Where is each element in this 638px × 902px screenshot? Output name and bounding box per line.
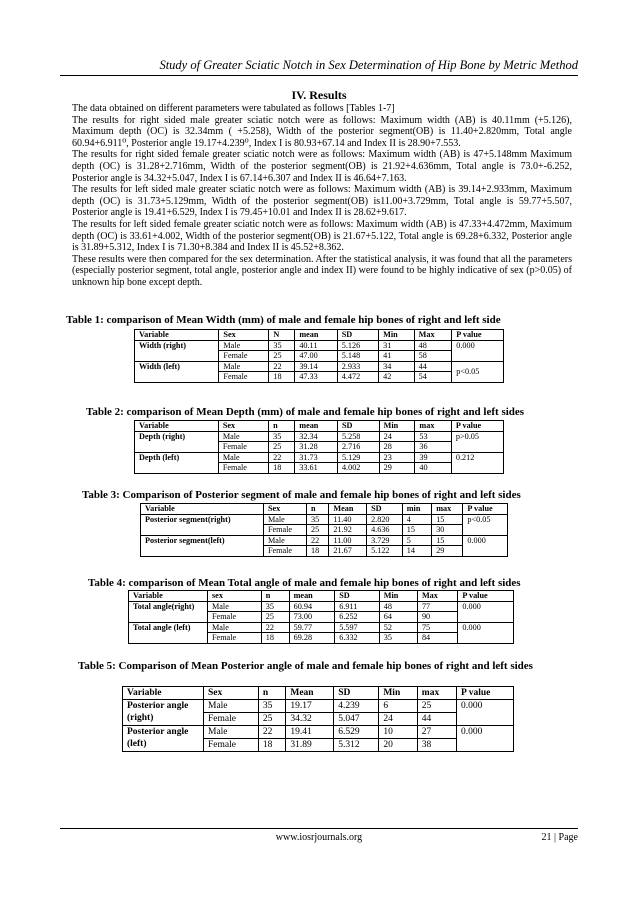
paragraph: The results for right sided male greater sciatic notch were as follows: Maximum width (AB) is 40.11mm (+5.126), Maximum depth (OC) is 32.34mm ( +5.258), Width of the posterior segment(OB) is 11.40+2.820mm, Total angle 60.94+6.911⁰, Posterior angle 19.17+4.239⁰, Index I is 80.93+67.14 and Index II is 28.90+7.553. xyxy=(72,114,572,149)
table-header: SD xyxy=(334,687,379,700)
table-header: Variable xyxy=(135,330,219,341)
table-row: Female 18 47.33 4.472 42 54 xyxy=(135,372,504,383)
table-header: sex xyxy=(208,591,262,602)
table-header: N xyxy=(269,330,295,341)
page-footer xyxy=(60,828,578,843)
table-header: mean xyxy=(295,421,338,432)
table-row: Female 25 73.00 6.252 64 90 xyxy=(129,612,514,623)
results-text xyxy=(72,103,572,289)
table-5 xyxy=(122,686,514,752)
table-header: Min xyxy=(379,591,417,602)
table-row: Depth (right) Male 35 32.34 5.258 24 53 p>0.05 xyxy=(135,431,504,442)
table-row: Total angle(right) Male 35 60.94 6.911 48 77 0.000 xyxy=(129,601,514,612)
table-header: Max xyxy=(417,591,457,602)
section-title: IV. Results xyxy=(291,88,347,102)
paragraph: The results for left sided male greater sciatic notch were as follows: Maximum width (AB) is 39.14+2.933mm, Maximum depth (OC) is 31.73+5.129mm, Width of the posterior segment(OB) is11.00+3.729mm, Total angle is 59.77+5.507, Posterior angle is 19.41+6.529, Index I is 79.45+10.01 and Index II is 28.62+9.617. xyxy=(72,184,572,219)
table-1 xyxy=(134,329,504,383)
table-row: Depth (left) Male 22 31.73 5.129 23 39 0.212 xyxy=(135,452,504,463)
table-header: max xyxy=(432,504,463,515)
table-row: Female 25 47.00 5.148 41 58 xyxy=(135,351,504,362)
table-header: SD xyxy=(335,591,380,602)
table-header: Max xyxy=(414,330,452,341)
table-header: P value xyxy=(463,504,508,515)
table-row: Posterior segment(right) Male 35 11.40 2.820 4 15 p<0.05 xyxy=(141,514,508,525)
table-row: Female 18 33.61 4.002 29 40 xyxy=(135,463,504,474)
paragraph: The results for left sided female greater sciatic notch were as follows: Maximum width (AB) is 47.33+4.472mm, Maximum depth (OC) is 33.61+4.002, Width of the posterior segment(OB) is 21.67+5.122, Total angle is 69.28+6.332, Posterior angle is 31.89+5.312, Index I is 71.30+8.384 and Index II is 45.52+8.362. xyxy=(72,218,572,254)
table-row: Width (left) Male 22 39.14 2.933 34 44 p<0.05 xyxy=(135,361,504,372)
page-number: 21 | Page xyxy=(541,832,578,843)
table-header: Mean xyxy=(286,687,334,700)
table-row: Posterior segment(left) Male 22 11.00 3.729 5 15 0.000 xyxy=(141,535,508,546)
table-3-caption: Table 3: Comparison of Posterior segment of male and female hip bones of right and left sides xyxy=(82,489,521,501)
table-row: Total angle (left) Male 22 59.77 5.597 52 75 0.000 xyxy=(129,622,514,633)
table-header: max xyxy=(415,421,451,432)
table-row: Female 18 21.67 5.122 14 29 xyxy=(141,546,508,557)
table-header: SD xyxy=(367,504,403,515)
table-header: Variable xyxy=(129,591,208,602)
table-row: Posterior angle (left) Male 22 19.41 6.529 10 27 0.000 xyxy=(123,726,514,739)
table-header: Sex xyxy=(218,421,268,432)
table-2 xyxy=(134,420,504,474)
table-header: Min xyxy=(379,330,415,341)
table-header: n xyxy=(261,591,289,602)
table-2-caption: Table 2: comparison of Mean Depth (mm) of male and female hip bones of right and left sides xyxy=(86,406,525,418)
table-header: P value xyxy=(458,591,514,602)
table-header: n xyxy=(269,421,295,432)
table-header: Sex xyxy=(219,330,269,341)
table-row: Female 25 31.28 2.716 28 36 xyxy=(135,442,504,453)
table-header: SD xyxy=(337,421,379,432)
paragraph: The data obtained on different parameters were tabulated as follows [Tables 1-7] xyxy=(72,103,395,114)
table-header: Sex xyxy=(204,687,259,700)
table-header: P value xyxy=(451,421,503,432)
paragraph: These results were then compared for the sex determination. After the statistical analysis, it was found that all the parameters (especially posterior segment, total angle, posterior angle and index II) were found to be highly indicative of sex (p>0.05) of unknown hip bone except depth. xyxy=(72,253,572,288)
table-header: mean xyxy=(289,591,335,602)
table-row: Female 25 21.92 4.636 15 30 xyxy=(141,525,508,536)
table-header: Min xyxy=(379,687,417,700)
table-3 xyxy=(140,503,508,557)
journal-url: www.iosrjournals.org xyxy=(275,832,363,843)
table-header: max xyxy=(417,687,456,700)
table-header: Mean xyxy=(329,504,367,515)
table-header: P value xyxy=(452,330,504,341)
table-header: SD xyxy=(337,330,378,341)
table-header: Variable xyxy=(135,421,219,432)
table-1-caption: Table 1: comparison of Mean Width (mm) of male and female hip bones of right and left side xyxy=(66,314,501,326)
table-row: Female 25 34.32 5.047 24 44 xyxy=(123,713,514,726)
table-header: P value xyxy=(457,687,514,700)
table-header: Min xyxy=(379,421,415,432)
table-5-caption: Table 5: Comparison of Mean Posterior angle of male and female hip bones of right and left sides xyxy=(78,660,533,672)
table-header: min xyxy=(402,504,431,515)
table-4-caption: Table 4: comparison of Mean Total angle of male and female hip bones of right and left sides xyxy=(88,577,521,589)
table-row: Female 18 31.89 5.312 20 38 xyxy=(123,739,514,752)
table-header: Variable xyxy=(141,504,264,515)
table-header: mean xyxy=(295,330,337,341)
table-row: Width (right) Male 35 40.11 5.126 31 48 0.000 xyxy=(135,340,504,351)
table-header: Sex xyxy=(263,504,306,515)
table-header: Variable xyxy=(123,687,204,700)
running-header: Study of Greater Sciatic Notch in Sex Determination of Hip Bone by Metric Method xyxy=(60,58,578,76)
table-row: Posterior angle (right) Male 35 19.17 4.239 6 25 0.000 xyxy=(123,700,514,713)
table-row: Female 18 69.28 6.332 35 84 xyxy=(129,633,514,644)
table-header: n xyxy=(258,687,285,700)
table-4 xyxy=(128,590,514,644)
table-header: n xyxy=(307,504,329,515)
paragraph: The results for right sided female greater sciatic notch were as follows: Maximum width (AB) is 47+5.148mm Maximum depth (OC) is 31.28+2.716mm, Width of the posterior segment(OB) is 21.92+4.636mm, Total angle is 73.0+-6.252, Posterior angle is 34.32+5.047, Index I is 67.14+6.307 and Index II is 46.64+7.163. xyxy=(72,149,572,184)
